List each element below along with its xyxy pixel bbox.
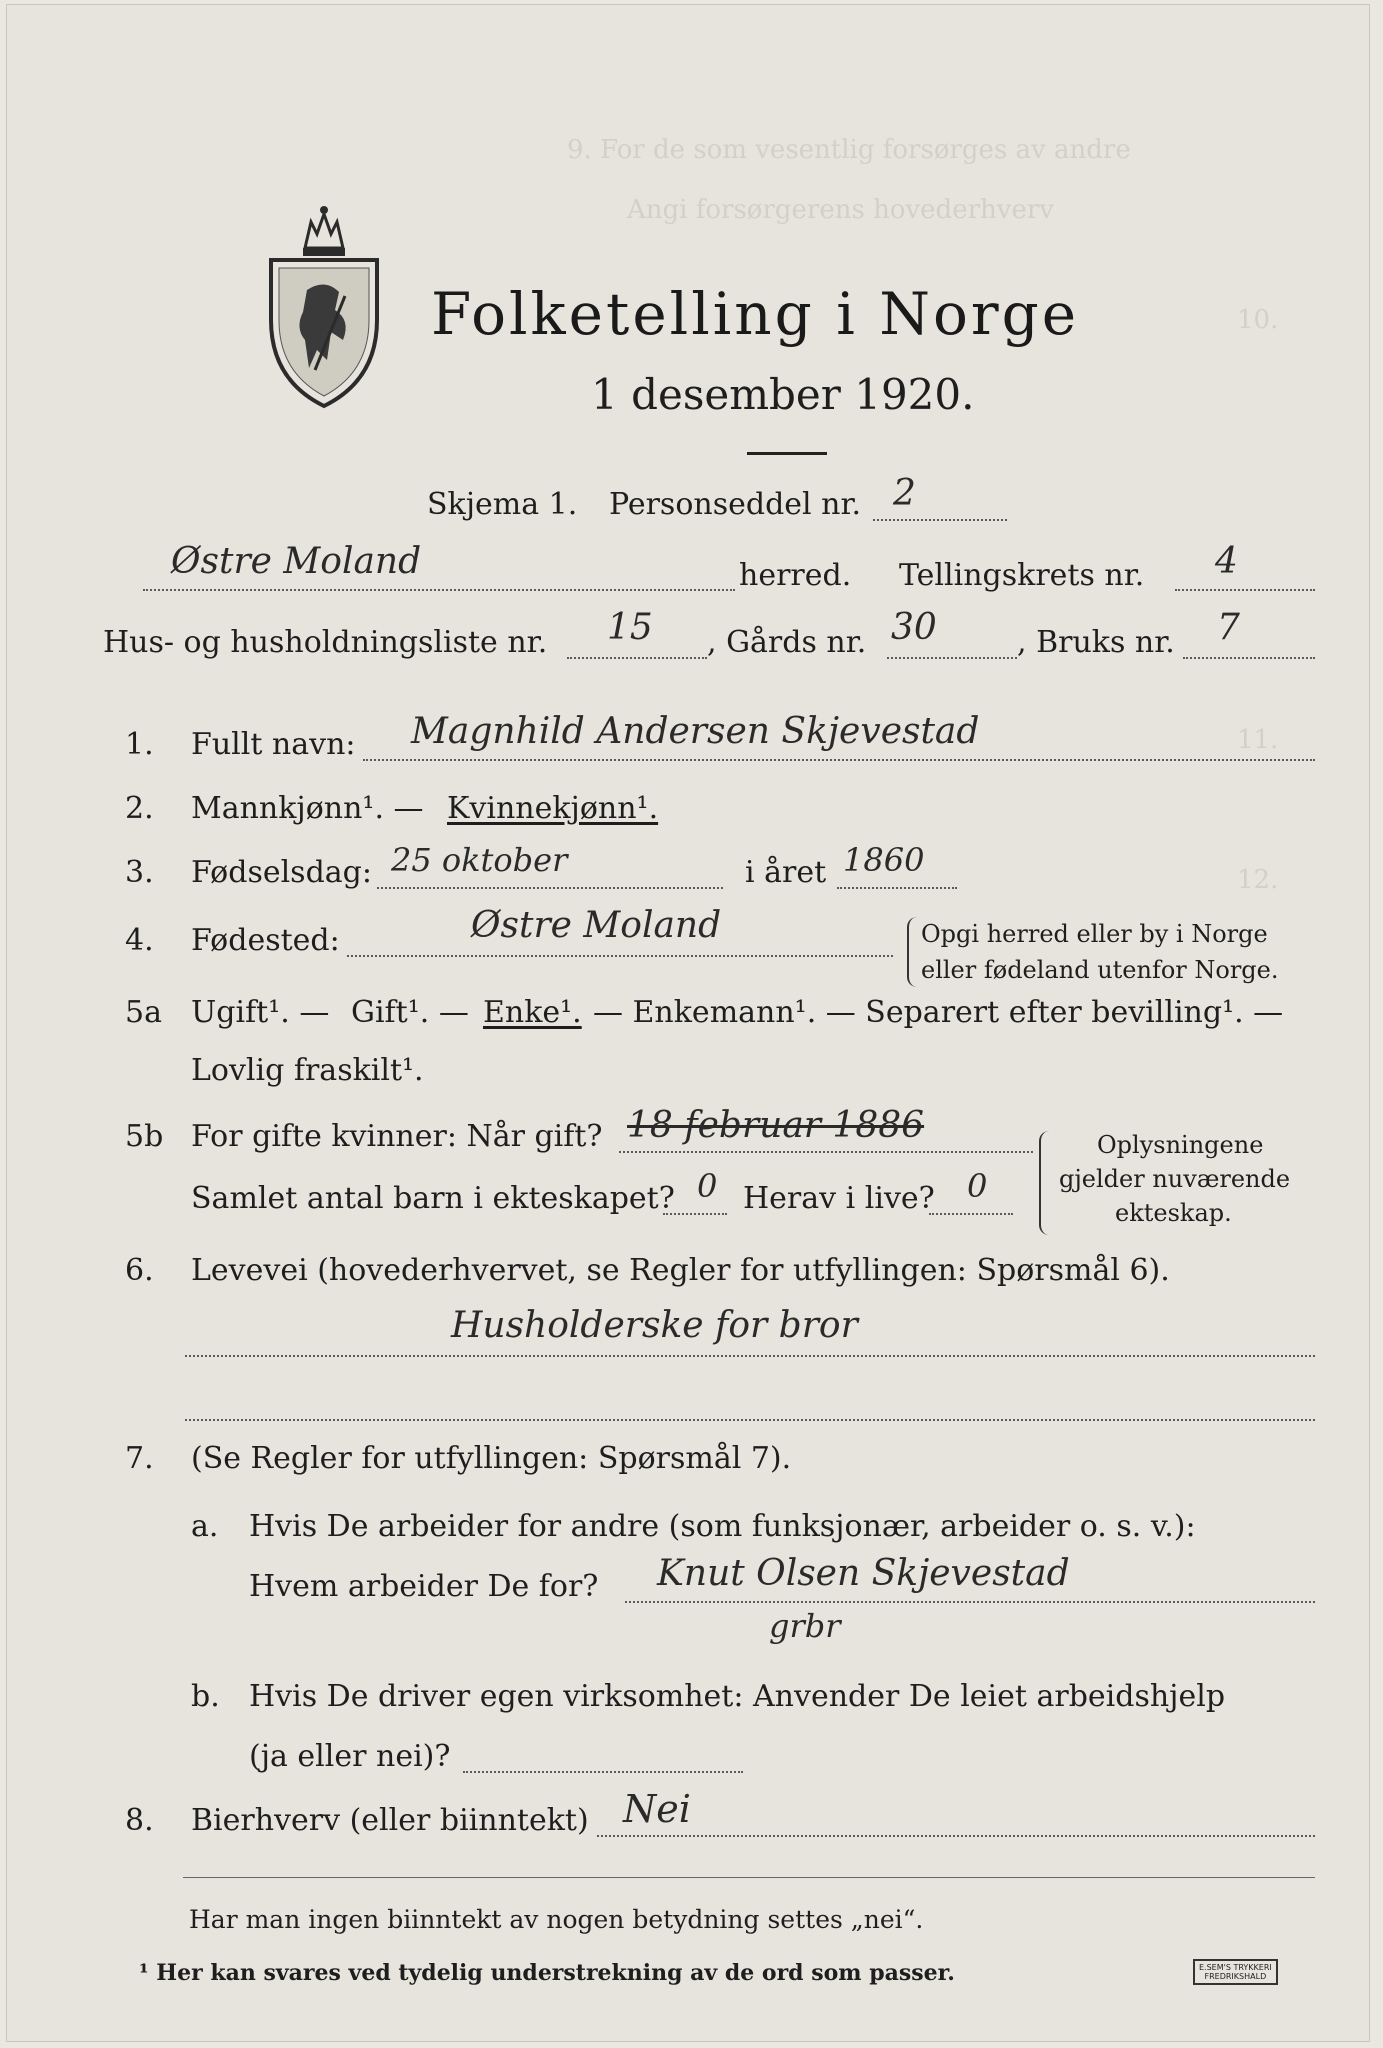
q3-year-label: i året (745, 855, 827, 890)
q5b-note-line2: gjelder nuværende (1059, 1165, 1291, 1193)
bleed-through-text: 10. (1237, 305, 1279, 335)
q8-number: 8. (125, 1803, 154, 1838)
q5a-ugift: Ugift¹. — (191, 995, 330, 1030)
q5b-label: For gifte kvinner: Når gift? (191, 1119, 603, 1154)
q5a-enke: Enke¹. (483, 995, 582, 1030)
dotted-line (619, 1151, 1033, 1153)
dotted-line (887, 657, 1017, 659)
dotted-line (597, 1835, 1315, 1837)
dotted-line (837, 887, 957, 889)
employer-value-note[interactable]: grbr (769, 1607, 841, 1645)
q5a-gift: Gift¹. — (351, 995, 469, 1030)
dotted-line (463, 1771, 743, 1773)
q3-label: Fødselsdag: (191, 855, 372, 890)
census-date: 1 desember 1920. (591, 370, 975, 419)
birth-year-value[interactable]: 1860 (843, 841, 925, 879)
q2-mann: Mannkjønn¹. — (191, 791, 424, 826)
q4-note-line2: eller fødeland utenfor Norge. (921, 956, 1279, 984)
dotted-line (1183, 657, 1315, 659)
stamp-line-2: FREDRIKSHALD (1204, 1972, 1267, 1981)
form-title: Folketelling i Norge (431, 280, 1080, 348)
q5b-number: 5b (125, 1119, 164, 1154)
dotted-line (929, 1213, 1013, 1215)
side-income-value[interactable]: Nei (623, 1787, 691, 1831)
q4-note-line1: Opgi herred eller by i Norge (921, 920, 1268, 948)
q6-number: 6. (125, 1253, 154, 1288)
q5b-brace (1039, 1131, 1049, 1235)
birthplace-value[interactable]: Østre Moland (471, 905, 722, 946)
dotted-line (567, 657, 707, 659)
personseddel-label: Personseddel nr. (609, 487, 862, 522)
q5b-note-line3: ekteskap. (1115, 1199, 1232, 1227)
dotted-line (185, 1355, 1315, 1357)
q5b-barn-label: Samlet antal barn i ekteskapet? (191, 1181, 675, 1216)
dotted-line (377, 887, 723, 889)
dotted-line (143, 589, 735, 591)
gards-value[interactable]: 30 (891, 607, 937, 648)
census-form (6, 4, 1370, 2042)
note-divider (183, 1877, 1315, 1878)
bleed-through-text: Angi forsørgerens hovederhverv (627, 195, 1054, 225)
footnote: ¹ Her kan svares ved tydelig understrekning av de ord som passer. (139, 1960, 955, 1986)
q4-brace (907, 917, 917, 987)
herred-label: herred. (739, 558, 852, 593)
stamp-line-1: E.SEM'S TRYKKERI (1199, 1963, 1272, 1972)
bruks-label: , Bruks nr. (1017, 625, 1175, 660)
q4-label: Fødested: (191, 923, 340, 958)
gards-label: , Gårds nr. (707, 625, 867, 660)
q5b-note-line1: Oplysningene (1097, 1131, 1264, 1159)
bottom-note: Har man ingen biinntekt av nogen betydning settes „nei“. (189, 1905, 924, 1934)
q4-number: 4. (125, 923, 154, 958)
q7-number: 7. (125, 1441, 154, 1476)
q2-kvinne: Kvinnekjønn¹. (447, 791, 659, 826)
q6-label: Levevei (hovederhvervet, se Regler for utfyllingen: Spørsmål 6). (191, 1253, 1170, 1288)
skjema-label: Skjema 1. (427, 487, 578, 522)
bleed-through-text: 11. (1237, 725, 1279, 755)
q7a-letter: a. (191, 1509, 219, 1544)
q5a-rest: — Enkemann¹. — Separert efter bevilling¹. — (593, 995, 1284, 1030)
personseddel-value[interactable]: 2 (893, 473, 916, 514)
q7a-line1: Hvis De arbeider for andre (som funksjonær, arbeider o. s. v.): (249, 1509, 1196, 1544)
q7b-line1: Hvis De driver egen virksomhet: Anvender De leiet arbeidshjelp (249, 1679, 1226, 1714)
dotted-line (1175, 589, 1315, 591)
norwegian-coat-of-arms-icon (265, 200, 383, 410)
tellingskrets-value[interactable]: 4 (1215, 541, 1238, 582)
bleed-through-text: 9. For de som vesentlig forsørges av andre (567, 135, 1131, 165)
dotted-line (363, 759, 1315, 761)
q5a-number: 5a (125, 995, 162, 1030)
q5b-live-label: Herav i live? (743, 1181, 935, 1216)
q7b-letter: b. (191, 1679, 220, 1714)
occupation-value[interactable]: Husholderske for bror (451, 1305, 858, 1346)
dotted-line (625, 1601, 1315, 1603)
employer-value[interactable]: Knut Olsen Skjevestad (657, 1553, 1070, 1594)
printer-stamp (1193, 1959, 1278, 1985)
bleed-through-text: 12. (1237, 865, 1279, 895)
q8-label: Bierhverv (eller biinntekt) (191, 1803, 589, 1838)
q2-number: 2. (125, 791, 154, 826)
q3-number: 3. (125, 855, 154, 890)
hus-value[interactable]: 15 (607, 607, 653, 648)
birthday-value[interactable]: 25 oktober (391, 841, 568, 879)
herred-value[interactable]: Østre Moland (171, 541, 422, 582)
q7b-line2: (ja eller nei)? (249, 1739, 451, 1774)
full-name-value[interactable]: Magnhild Andersen Skjevestad (411, 711, 980, 752)
q7a-line2: Hvem arbeider De for? (249, 1569, 599, 1604)
title-divider (747, 452, 827, 455)
q1-label: Fullt navn: (191, 727, 356, 762)
dotted-line (873, 519, 1007, 521)
q5a-line2: Lovlig fraskilt¹. (191, 1053, 424, 1088)
married-date-value[interactable]: 18 februar 1886 (627, 1105, 925, 1146)
hus-label: Hus- og husholdningsliste nr. (103, 625, 548, 660)
tellingskrets-label: Tellingskrets nr. (899, 558, 1145, 593)
children-alive-value[interactable]: 0 (967, 1167, 988, 1205)
children-count-value[interactable]: 0 (697, 1167, 718, 1205)
dotted-line (185, 1419, 1315, 1421)
q7-label: (Se Regler for utfyllingen: Spørsmål 7). (191, 1441, 792, 1476)
dotted-line (347, 955, 893, 957)
dotted-line (663, 1213, 727, 1215)
bruks-value[interactable]: 7 (1217, 607, 1240, 648)
q1-number: 1. (125, 727, 154, 762)
